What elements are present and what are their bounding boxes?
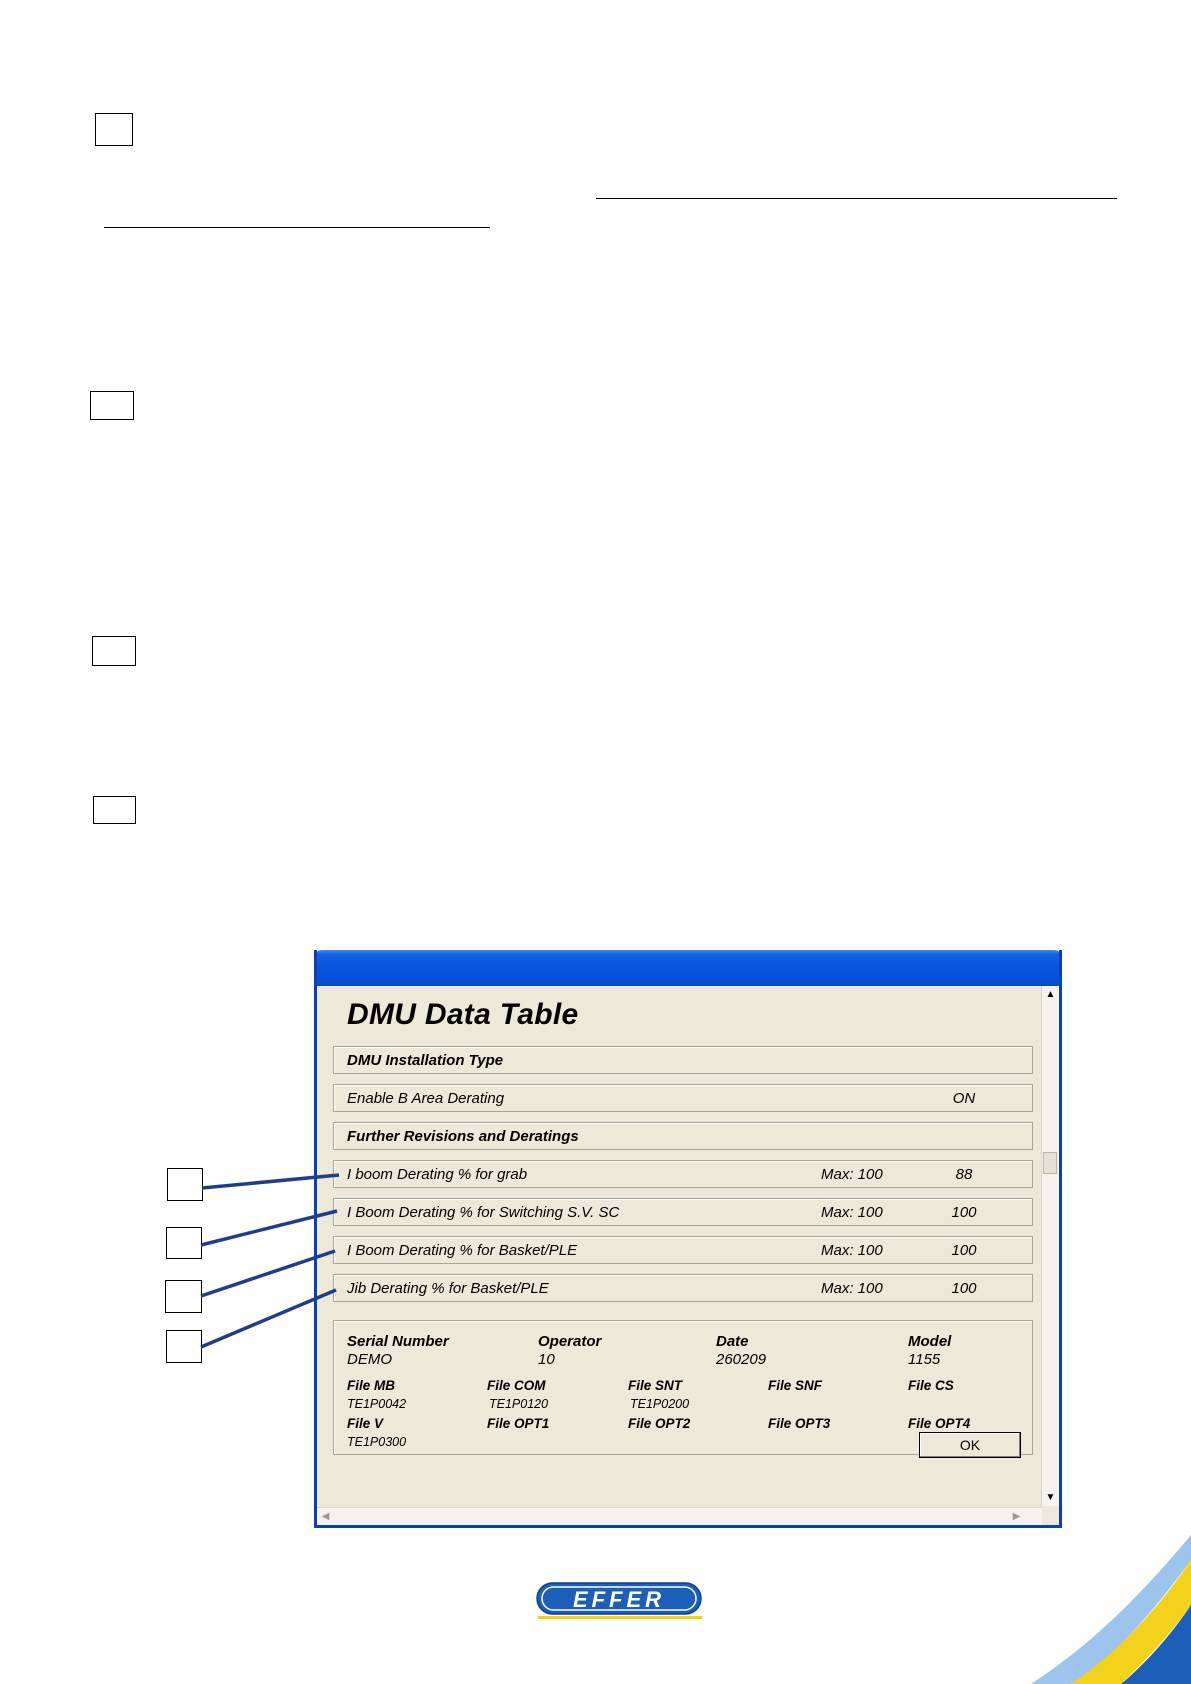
callout-box-3 (165, 1280, 202, 1313)
horizontal-scrollbar[interactable] (317, 1507, 1042, 1525)
dialog-heading: DMU Data Table (347, 998, 579, 1031)
scrollbar-corner (1042, 1508, 1059, 1525)
file-mb-label: File MB (347, 1378, 396, 1393)
row-max: Max: 100 (821, 1242, 883, 1259)
row-label: Further Revisions and Deratings (347, 1128, 579, 1145)
file-com-label: File COM (487, 1378, 546, 1393)
logo-text: EFFER (572, 1587, 666, 1612)
row-max: Max: 100 (821, 1166, 883, 1183)
file-opt1-label: File OPT1 (487, 1416, 550, 1431)
model-label: Model (908, 1333, 952, 1350)
ok-button[interactable]: OK (919, 1432, 1021, 1458)
row-max: Max: 100 (821, 1280, 883, 1297)
row-i-boom-derating-basket-ple[interactable] (333, 1236, 1033, 1264)
decorative-corner-swoosh (1031, 1535, 1191, 1684)
callout-box-1 (167, 1168, 203, 1201)
row-label: I Boom Derating % for Basket/PLE (347, 1242, 578, 1259)
serial-number-label: Serial Number (347, 1333, 449, 1350)
effer-logo (536, 1582, 704, 1620)
row-value[interactable]: 88 (955, 1166, 973, 1183)
window-title-bar[interactable] (314, 950, 1062, 986)
file-opt3-label: File OPT3 (768, 1416, 831, 1431)
blank-number-box-3 (92, 636, 136, 666)
date-label: Date (716, 1333, 749, 1350)
row-jib-derating-basket-ple[interactable] (333, 1274, 1033, 1302)
row-further-revisions-and-deratings (333, 1122, 1033, 1150)
row-label: I Boom Derating % for Switching S.V. SC (347, 1204, 620, 1221)
operator-value: 10 (538, 1351, 555, 1368)
row-i-boom-derating-grab[interactable] (333, 1160, 1033, 1188)
file-com-value: TE1P0120 (489, 1397, 549, 1411)
serial-number-value: DEMO (347, 1351, 392, 1368)
file-mb-value: TE1P0042 (347, 1397, 407, 1411)
row-dmu-installation-type (333, 1046, 1033, 1074)
file-v-label: File V (347, 1416, 384, 1431)
file-cs-label: File CS (908, 1378, 954, 1393)
file-snt-label: File SNT (628, 1378, 683, 1393)
scroll-down-arrow-icon[interactable]: ▼ (1045, 1492, 1056, 1503)
row-label: Jib Derating % for Basket/PLE (347, 1280, 549, 1297)
model-value: 1155 (908, 1351, 941, 1368)
scroll-left-arrow-icon[interactable]: ◀ (321, 1511, 330, 1522)
row-value[interactable]: ON (952, 1090, 976, 1107)
date-value: 260209 (716, 1351, 767, 1368)
row-value[interactable]: 100 (951, 1204, 977, 1221)
dialog-client-area (317, 986, 1042, 1468)
row-label: I boom Derating % for grab (347, 1166, 528, 1183)
row-i-boom-derating-switching-sv-sc[interactable] (333, 1198, 1033, 1226)
row-label: Enable B Area Derating (347, 1090, 505, 1107)
row-label: DMU Installation Type (347, 1052, 504, 1069)
vertical-scrollbar[interactable] (1041, 986, 1059, 1506)
vertical-scroll-thumb[interactable] (1043, 1152, 1057, 1174)
dmu-data-table-window (314, 950, 1062, 1528)
row-value[interactable]: 100 (951, 1242, 977, 1259)
scroll-up-arrow-icon[interactable]: ▲ (1045, 989, 1056, 1000)
scroll-right-arrow-icon[interactable]: ▶ (1012, 1511, 1021, 1522)
blank-number-box-2 (90, 391, 134, 420)
fill-in-line-2 (104, 227, 490, 228)
blank-number-box-4 (93, 796, 136, 824)
file-snf-label: File SNF (768, 1378, 823, 1393)
row-value[interactable]: 100 (951, 1280, 977, 1297)
callout-box-2 (166, 1227, 202, 1259)
operator-label: Operator (538, 1333, 602, 1350)
file-opt2-label: File OPT2 (628, 1416, 691, 1431)
blank-number-box-1 (95, 113, 133, 146)
row-max: Max: 100 (821, 1204, 883, 1221)
fill-in-line-1 (596, 198, 1117, 199)
row-enable-b-area-derating[interactable] (333, 1084, 1033, 1112)
file-snt-value: TE1P0200 (630, 1397, 690, 1411)
callout-box-4 (166, 1330, 202, 1363)
file-v-value: TE1P0300 (347, 1435, 407, 1449)
file-opt4-label: File OPT4 (908, 1416, 971, 1431)
